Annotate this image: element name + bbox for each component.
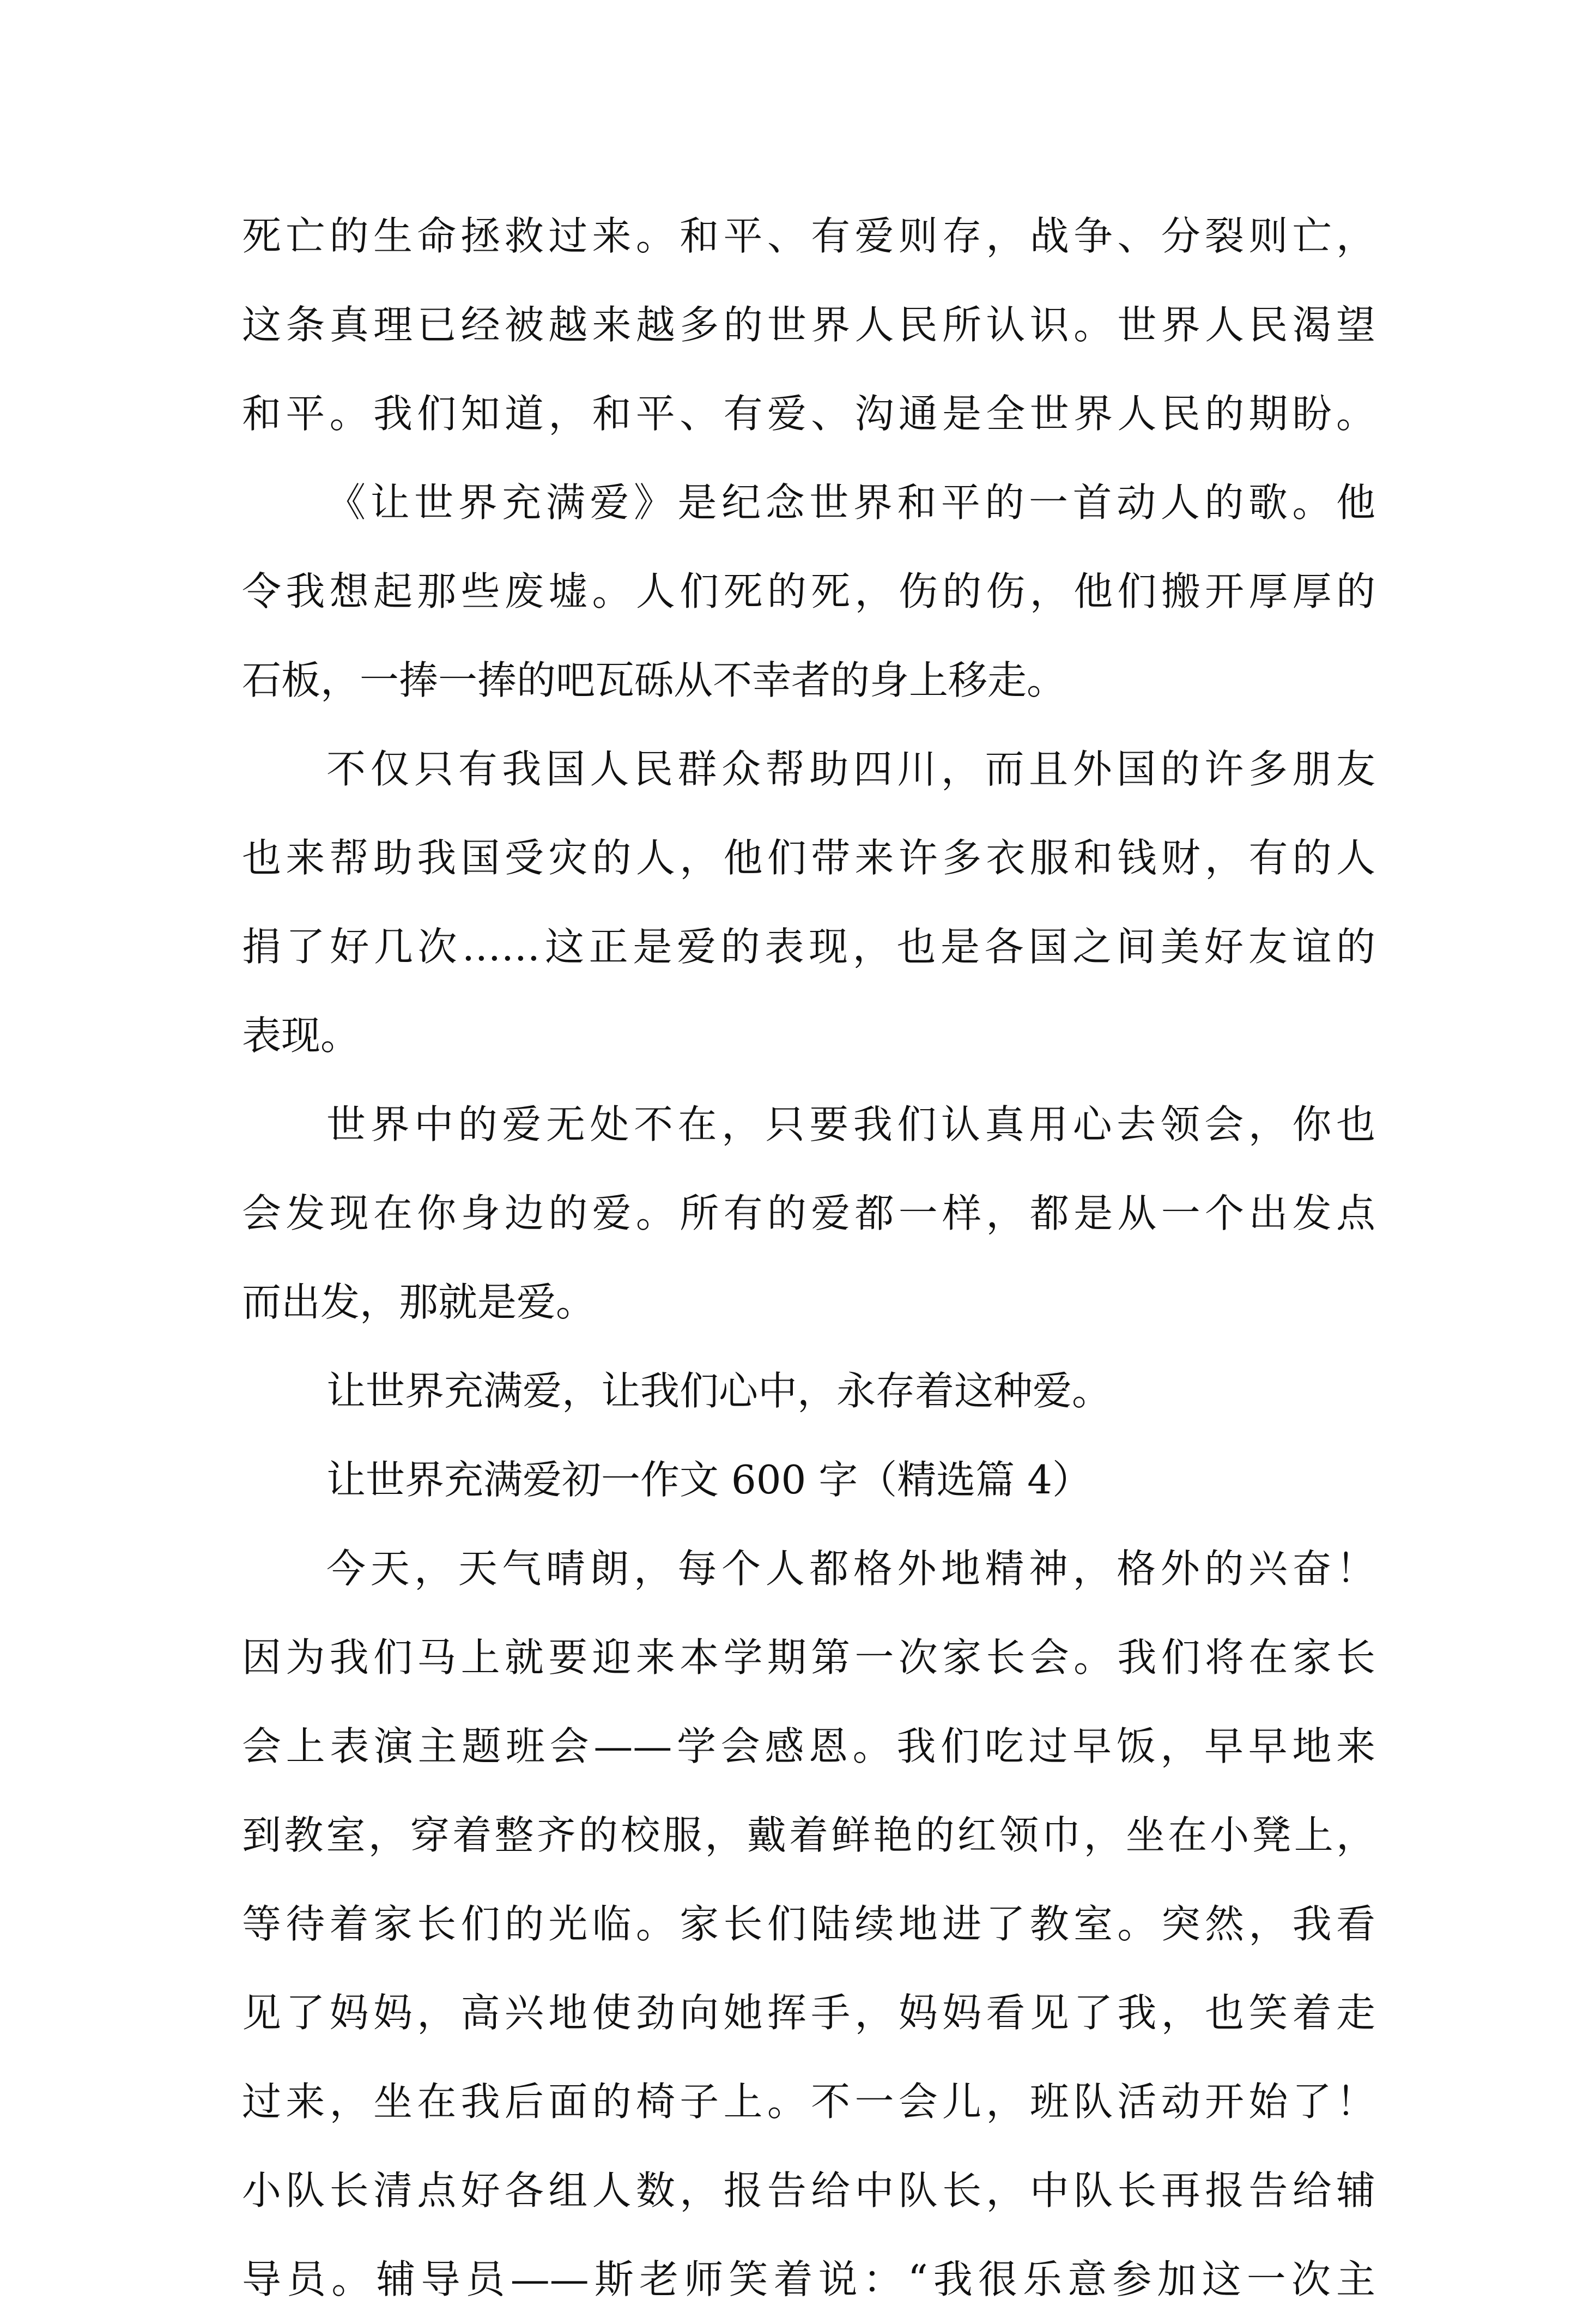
- paragraph-first-line: 让世界充满爱，让我们心中，永存着这种爱。: [326, 1368, 1112, 1414]
- section-heading: 让世界充满爱初一作文 600 字（精选篇 4）: [326, 1457, 1091, 1503]
- text-line: 到教室，穿着整齐的校服，戴着鲜艳的红领巾，坐在小凳上，: [242, 1812, 1375, 1858]
- paragraph-first-line: 世界中的爱无处不在，只要我们认真用心去领会，你也: [326, 1102, 1375, 1147]
- text-line: 小队长清点好各组人数，报告给中队长，中队长再报告给辅: [242, 2168, 1375, 2213]
- text-line: 死亡的生命拯救过来。和平、有爱则存，战争、分裂则亡，: [242, 213, 1375, 259]
- text-line: 石板，一捧一捧的吧瓦砾从不幸者的身上移走。: [242, 657, 1066, 703]
- paragraph-first-line: 《让世界充满爱》是纪念世界和平的一首动人的歌。他: [326, 480, 1375, 525]
- text-line: 表现。: [242, 1013, 360, 1058]
- text-line: 也来帮助我国受灾的人，他们带来许多衣服和钱财，有的人: [242, 835, 1375, 881]
- essay-body: [242, 192, 1375, 2324]
- text-line: 见了妈妈，高兴地使劲向她挥手，妈妈看见了我，也笑着走: [242, 1990, 1375, 2036]
- text-line: 等待着家长们的光临。家长们陆续地进了教室。突然，我看: [242, 1901, 1375, 1947]
- paragraph-first-line: 不仅只有我国人民群众帮助四川，而且外国的许多朋友: [326, 746, 1375, 792]
- text-line: 因为我们马上就要迎来本学期第一次家长会。我们将在家长: [242, 1635, 1375, 1680]
- text-line: 导员。辅导员——斯老师笑着说：“我很乐意参加这一次主: [242, 2256, 1375, 2302]
- text-line: 而出发，那就是爱。: [242, 1279, 596, 1325]
- text-line: 和平。我们知道，和平、有爱、沟通是全世界人民的期盼。: [242, 391, 1375, 437]
- text-line: 过来，坐在我后面的椅子上。不一会儿，班队活动开始了！: [242, 2079, 1375, 2125]
- text-line: 令我想起那些废墟。人们死的死，伤的伤，他们搬开厚厚的: [242, 568, 1375, 614]
- text-line: 会上表演主题班会——学会感恩。我们吃过早饭，早早地来: [242, 1723, 1375, 1769]
- text-line: 捐了好几次……这正是爱的表现，也是各国之间美好友谊的: [242, 924, 1375, 970]
- paragraph-first-line: 今天，天气晴朗，每个人都格外地精神，格外的兴奋！: [326, 1546, 1375, 1591]
- text-line: 会发现在你身边的爱。所有的爱都一样，都是从一个出发点: [242, 1190, 1375, 1236]
- text-line: 这条真理已经被越来越多的世界人民所认识。世界人民渴望: [242, 302, 1375, 348]
